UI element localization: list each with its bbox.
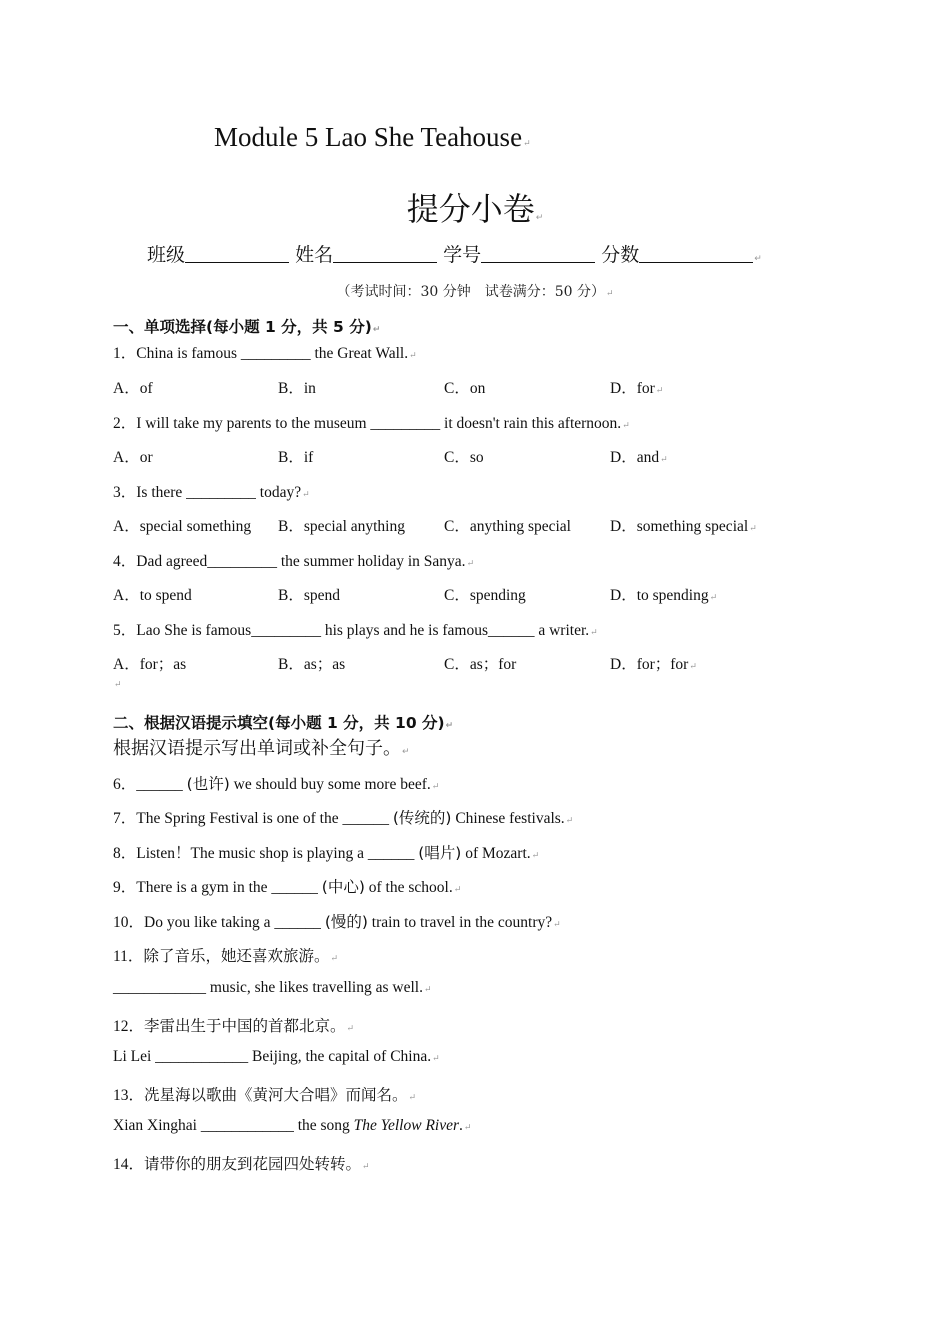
- q2-option-c[interactable]: C．so: [444, 449, 484, 466]
- empty-paragraph: ↵: [114, 679, 122, 689]
- exam-meta: （考试时间：30 分钟 试卷满分：50 分）↵: [336, 284, 614, 300]
- number-label: 学号: [443, 244, 482, 266]
- score-label: 分数: [601, 244, 640, 266]
- q5-option-a[interactable]: A．for；as: [113, 656, 187, 673]
- name-field[interactable]: [333, 244, 437, 263]
- q2-option-a[interactable]: A．or: [113, 449, 153, 466]
- q3-option-a[interactable]: A．special something: [113, 518, 252, 535]
- q4-option-c[interactable]: C．spending: [444, 587, 526, 604]
- section2-heading: 二、根据汉语提示填空(每小题 1 分，共 10 分)↵: [113, 714, 454, 732]
- q2-option-d[interactable]: D．and↵: [610, 449, 668, 466]
- question-1-stem: 1．China is famous _________ the Great Wall.↵: [113, 345, 417, 362]
- question-11-answer: ____________ music, she likes travelling as well.↵: [113, 979, 432, 996]
- q3-option-d[interactable]: D．something special↵: [610, 518, 757, 535]
- section1-heading: 一、单项选择(每小题 1 分，共 5 分)↵: [113, 318, 381, 336]
- name-label: 姓名: [295, 244, 334, 266]
- question-3-stem: 3．Is there _________ today?↵: [113, 484, 310, 501]
- q5-option-d[interactable]: D．for；for↵: [610, 656, 697, 673]
- number-field[interactable]: [481, 244, 595, 263]
- question-8: 8．Listen！The music shop is playing a ______ (唱片) of Mozart.↵: [113, 844, 540, 862]
- q4-option-b[interactable]: B．spend: [278, 587, 341, 604]
- question-13-answer: Xian Xinghai ____________ the song The Yellow River.↵: [113, 1117, 472, 1134]
- class-label: 班级: [147, 244, 186, 266]
- module-title: Module 5 Lao She Teahouse↵: [214, 122, 531, 152]
- q1-option-a[interactable]: A．of: [113, 380, 153, 397]
- score-field[interactable]: [639, 244, 753, 263]
- q5-option-c[interactable]: C．as；for: [444, 656, 517, 673]
- class-field[interactable]: [185, 244, 289, 263]
- section2-instruction: 根据汉语提示写出单词或补全句子。↵: [113, 738, 410, 759]
- q1-option-c[interactable]: C．on: [444, 380, 486, 397]
- question-14-prompt: 14．请带你的朋友到花园四处转转。↵: [113, 1155, 370, 1173]
- q4-option-d[interactable]: D．to spending↵: [610, 587, 718, 604]
- question-9: 9．There is a gym in the ______ (中心) of the school.↵: [113, 878, 462, 896]
- q5-option-b[interactable]: B．as；as: [278, 656, 346, 673]
- exam-subtitle: 提分小卷↵: [406, 190, 544, 228]
- question-7: 7．The Spring Festival is one of the ______ (传统的) Chinese festivals.↵: [113, 809, 574, 827]
- q3-option-c[interactable]: C．anything special: [444, 518, 571, 535]
- question-10: 10．Do you like taking a ______ (慢的) train to travel in the country?↵: [113, 913, 561, 931]
- q4-option-a[interactable]: A．to spend: [113, 587, 192, 604]
- student-info-line: 班级 姓名 学号 分数 ↵: [147, 244, 762, 266]
- question-12-answer: Li Lei ____________ Beijing, the capital of China.↵: [113, 1048, 440, 1065]
- question-5-stem: 5．Lao She is famous_________ his plays and he is famous______ a writer.↵: [113, 622, 598, 639]
- question-11-prompt: 11．除了音乐，她还喜欢旅游。↵: [113, 947, 338, 965]
- q3-option-b[interactable]: B．special anything: [278, 518, 405, 535]
- q1-option-b[interactable]: B．in: [278, 380, 316, 397]
- q1-option-d[interactable]: D．for↵: [610, 380, 664, 397]
- question-12-prompt: 12．李雷出生于中国的首都北京。↵: [113, 1017, 355, 1035]
- question-13-prompt: 13．冼星海以歌曲《黄河大合唱》而闻名。↵: [113, 1086, 417, 1104]
- q2-option-b[interactable]: B．if: [278, 449, 314, 466]
- question-2-stem: 2．I will take my parents to the museum _________ it doesn't rain this afternoon.↵: [113, 415, 630, 432]
- question-4-stem: 4．Dad agreed_________ the summer holiday in Sanya.↵: [113, 553, 475, 570]
- question-6: 6．______ (也许) we should buy some more beef.↵: [113, 775, 440, 793]
